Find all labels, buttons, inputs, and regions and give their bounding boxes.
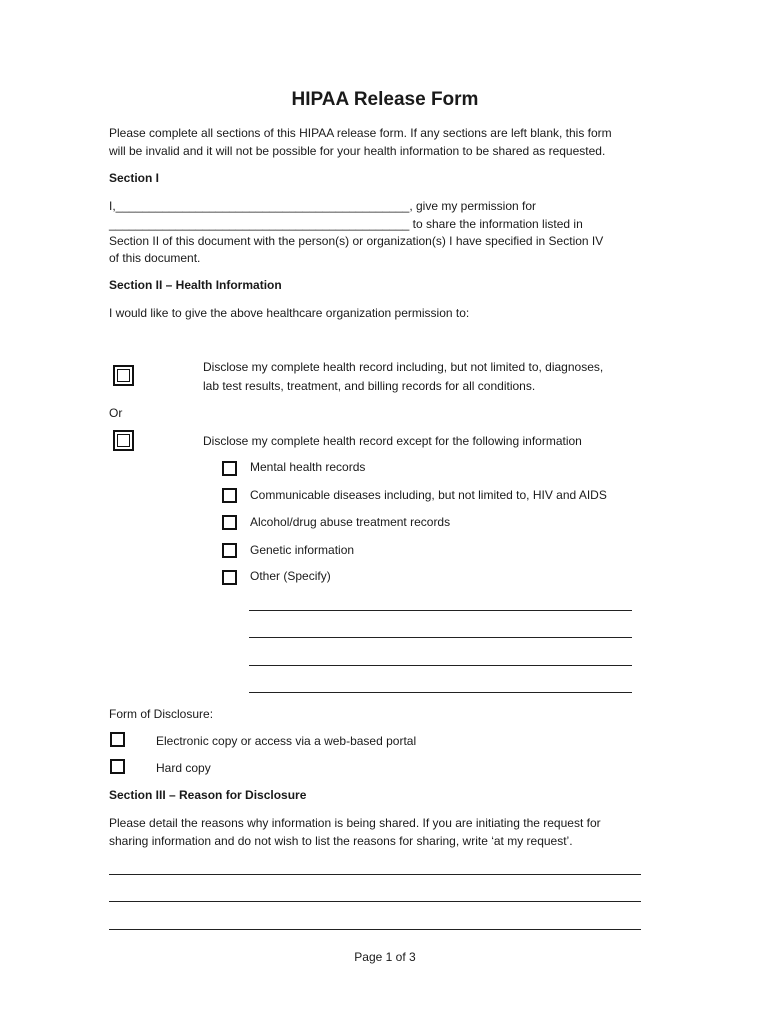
option-1-line-2: lab test results, treatment, and billing records for all conditions. <box>203 379 536 393</box>
hard-copy-checkbox[interactable] <box>110 759 125 774</box>
reason-line-1[interactable] <box>109 874 641 875</box>
alcohol-drug-checkbox[interactable] <box>222 515 237 530</box>
section-1-line-1: I,____________________________________________, give my permission for <box>109 199 537 213</box>
section-2-instruction: I would like to give the above healthcare organization permission to: <box>109 306 470 320</box>
or-label: Or <box>109 406 123 420</box>
communicable-diseases-checkbox[interactable] <box>222 488 237 503</box>
intro-line-1: Please complete all sections of this HIPAA release form. If any sections are left blank, this form <box>109 126 612 140</box>
complete-record-checkbox[interactable] <box>113 365 134 386</box>
other-specify-line-4[interactable] <box>249 692 632 693</box>
page-number: Page 1 of 3 <box>354 950 416 964</box>
section-1-line-2: _____________________________________________ to share the information listed in <box>109 217 583 231</box>
section-1-line-4: of this document. <box>109 251 201 265</box>
option-2-line-1: Disclose my complete health record except for the following information <box>203 434 582 448</box>
other-specify-line-1[interactable] <box>249 610 632 611</box>
section-3-heading: Section III – Reason for Disclosure <box>109 788 307 802</box>
intro-line-2: will be invalid and it will not be possible for your health information to be shared as requested. <box>109 144 606 158</box>
section-1-heading: Section I <box>109 171 160 185</box>
electronic-copy-checkbox[interactable] <box>110 732 125 747</box>
section-2-heading: Section II – Health Information <box>109 278 282 292</box>
other-specify-line-2[interactable] <box>249 637 632 638</box>
except-record-checkbox[interactable] <box>113 430 134 451</box>
other-specify-line-3[interactable] <box>249 665 632 666</box>
exception-genetic-info: Genetic information <box>250 543 355 557</box>
section-3-line-2: sharing information and do not wish to list the reasons for sharing, write ‘at my request’. <box>109 834 573 848</box>
reason-line-3[interactable] <box>109 929 641 930</box>
exception-mental-health: Mental health records <box>250 460 366 474</box>
exception-alcohol-drug: Alcohol/drug abuse treatment records <box>250 515 451 529</box>
reason-line-2[interactable] <box>109 901 641 902</box>
section-1-line-3: Section II of this document with the person(s) or organization(s) I have specified in Section IV <box>109 234 604 248</box>
genetic-info-checkbox[interactable] <box>222 543 237 558</box>
section-3-line-1: Please detail the reasons why information is being shared. If you are initiating the request for <box>109 816 601 830</box>
other-specify-checkbox[interactable] <box>222 570 237 585</box>
exception-other: Other (Specify) <box>250 569 331 583</box>
page-title: HIPAA Release Form <box>291 89 479 110</box>
option-1-line-1: Disclose my complete health record including, but not limited to, diagnoses, <box>203 360 604 374</box>
mental-health-checkbox[interactable] <box>222 461 237 476</box>
exception-communicable-diseases: Communicable diseases including, but not limited to, HIV and AIDS <box>250 488 607 502</box>
disclosure-hard-copy: Hard copy <box>156 761 211 775</box>
form-of-disclosure-label: Form of Disclosure: <box>109 707 214 721</box>
disclosure-electronic: Electronic copy or access via a web-based portal <box>156 734 417 748</box>
